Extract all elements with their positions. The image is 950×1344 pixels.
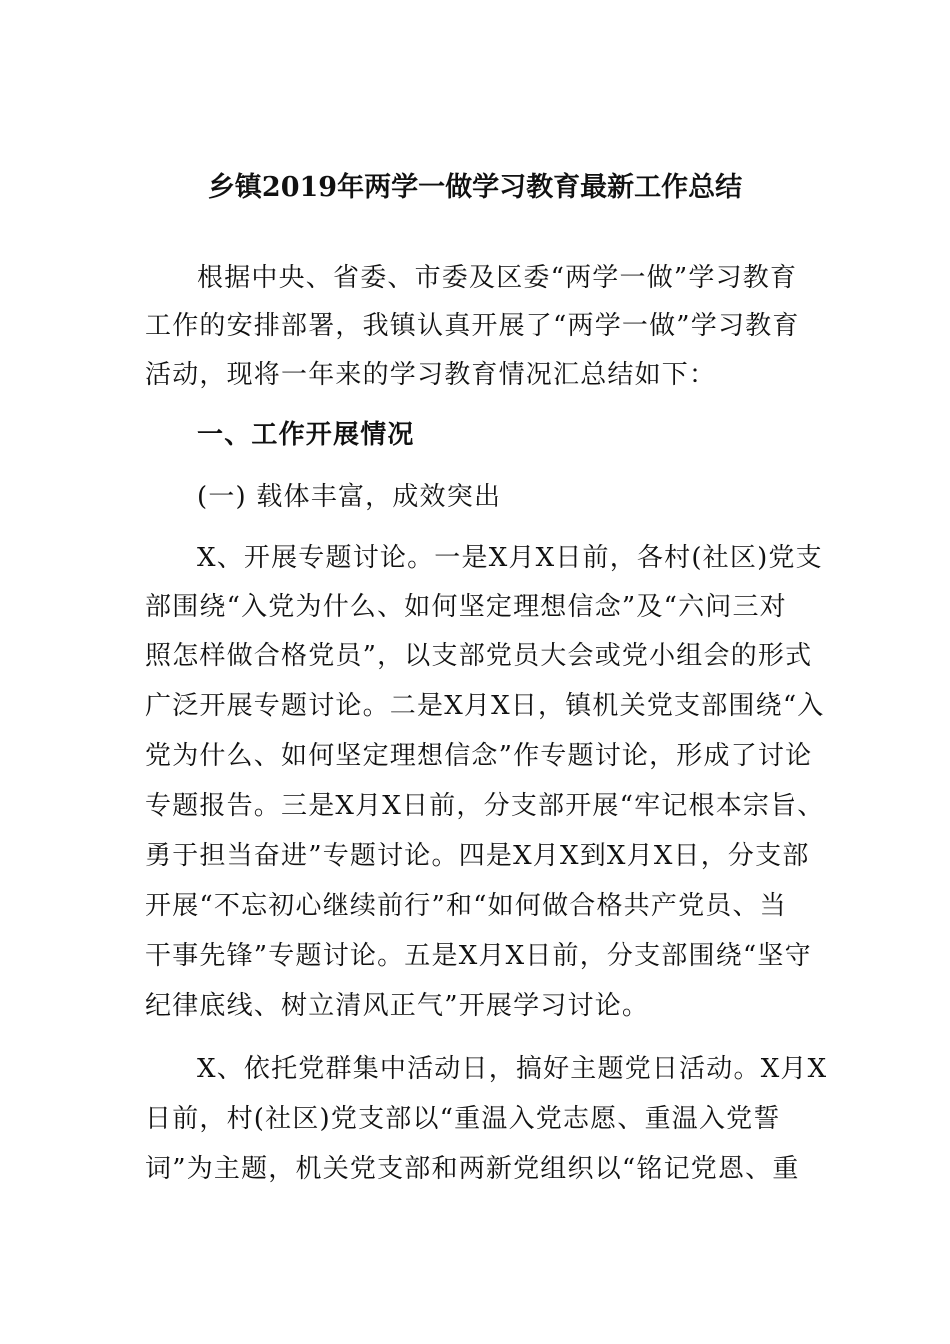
section-heading: 一、工作开展情况: [197, 420, 415, 450]
paragraph-line: 勇于担当奋进”专题讨论。四是X月X到X月X日，分支部: [145, 841, 810, 871]
document-title: 乡镇2019年两学一做学习教育最新工作总结: [207, 172, 743, 203]
subsection-heading: (一) 载体丰富，成效突出: [197, 482, 502, 512]
paragraph-line: 开展“不忘初心继续前行”和“如何做合格共产党员、当: [145, 891, 787, 921]
paragraph-line: 纪律底线、树立清风正气”开展学习讨论。: [145, 991, 650, 1021]
paragraph-line: 专题报告。三是X月X日前，分支部开展“牢记根本宗旨、: [145, 791, 825, 821]
paragraph-line: X、开展专题讨论。一是X月X日前，各村(社区)党支: [197, 543, 823, 573]
intro-line: 活动，现将一年来的学习教育情况汇总结如下：: [145, 360, 717, 390]
paragraph-line: 干事先锋”专题讨论。五是X月X日前，分支部围绕“坚守: [145, 941, 812, 971]
paragraph-line: 广泛开展专题讨论。二是X月X日，镇机关党支部围绕“入: [145, 691, 825, 721]
paragraph-line: 日前，村(社区)党支部以“重温入党志愿、重温入党誓: [145, 1104, 781, 1134]
paragraph-line: 部围绕“入党为什么、如何坚定理想信念”及“六问三对: [145, 592, 787, 622]
intro-line: 根据中央、省委、市委及区委“两学一做”学习教育: [197, 263, 798, 293]
paragraph-line: 照怎样做合格党员”，以支部党员大会或党小组会的形式: [145, 641, 813, 671]
paragraph-line: X、依托党群集中活动日，搞好主题党日活动。X月X: [197, 1054, 828, 1084]
paragraph-line: 党为什么、如何坚定理想信念”作专题讨论，形成了讨论: [145, 741, 813, 771]
paragraph-line: 词”为主题，机关党支部和两新党组织以“铭记党恩、重: [145, 1154, 800, 1184]
intro-line: 工作的安排部署，我镇认真开展了“两学一做”学习教育: [145, 311, 800, 341]
